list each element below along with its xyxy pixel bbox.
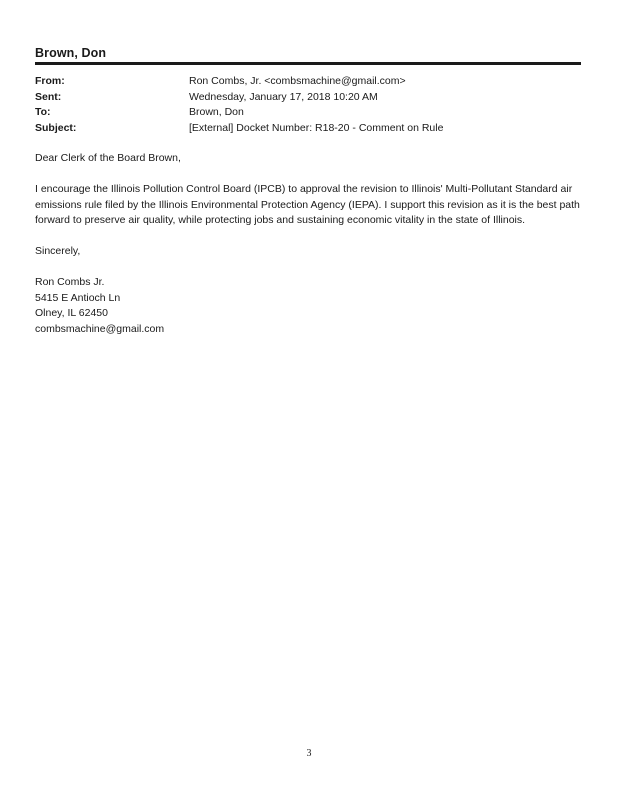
body-paragraph: I encourage the Illinois Pollution Control Board (IPCB) to approval the revision to Illinois' Multi-Pollutant Standard air emissions rule filed by the Illinois Environmental Protection Agency (IEPA). I support this revision as it is the best path forward to preserve air quality, while protecting jobs and sustaining economic vitality in the state of Illinois. bbox=[35, 183, 580, 226]
header-divider bbox=[35, 62, 581, 65]
signature-address-line1: 5415 E Antioch Ln bbox=[35, 291, 121, 304]
page-number: 3 bbox=[306, 748, 312, 759]
email-body bbox=[35, 151, 583, 337]
subject-label: Subject: bbox=[35, 121, 77, 134]
from-label: From: bbox=[35, 75, 65, 87]
signature-block bbox=[35, 275, 583, 337]
email-header-fields bbox=[35, 74, 581, 136]
signature-email: combsmachine@gmail.com bbox=[35, 322, 165, 335]
mailbox-owner-name: Brown, Don bbox=[35, 46, 107, 60]
to-label: To: bbox=[35, 106, 51, 118]
sent-label: Sent: bbox=[35, 90, 62, 103]
sent-row bbox=[35, 90, 581, 106]
from-row bbox=[35, 74, 581, 90]
signature-name: Ron Combs Jr. bbox=[35, 276, 105, 288]
subject-value: [External] Docket Number: R18-20 - Comment on Rule bbox=[189, 121, 444, 134]
to-value: Brown, Don bbox=[189, 106, 244, 118]
sent-value: Wednesday, January 17, 2018 10:20 AM bbox=[189, 90, 378, 103]
closing: Sincerely, bbox=[35, 245, 81, 257]
from-value: Ron Combs, Jr. <combsmachine@gmail.com> bbox=[189, 75, 406, 87]
greeting: Dear Clerk of the Board Brown, bbox=[35, 152, 181, 164]
to-row bbox=[35, 105, 581, 121]
subject-row bbox=[35, 121, 581, 137]
signature-address-line2: Olney, IL 62450 bbox=[35, 307, 108, 319]
